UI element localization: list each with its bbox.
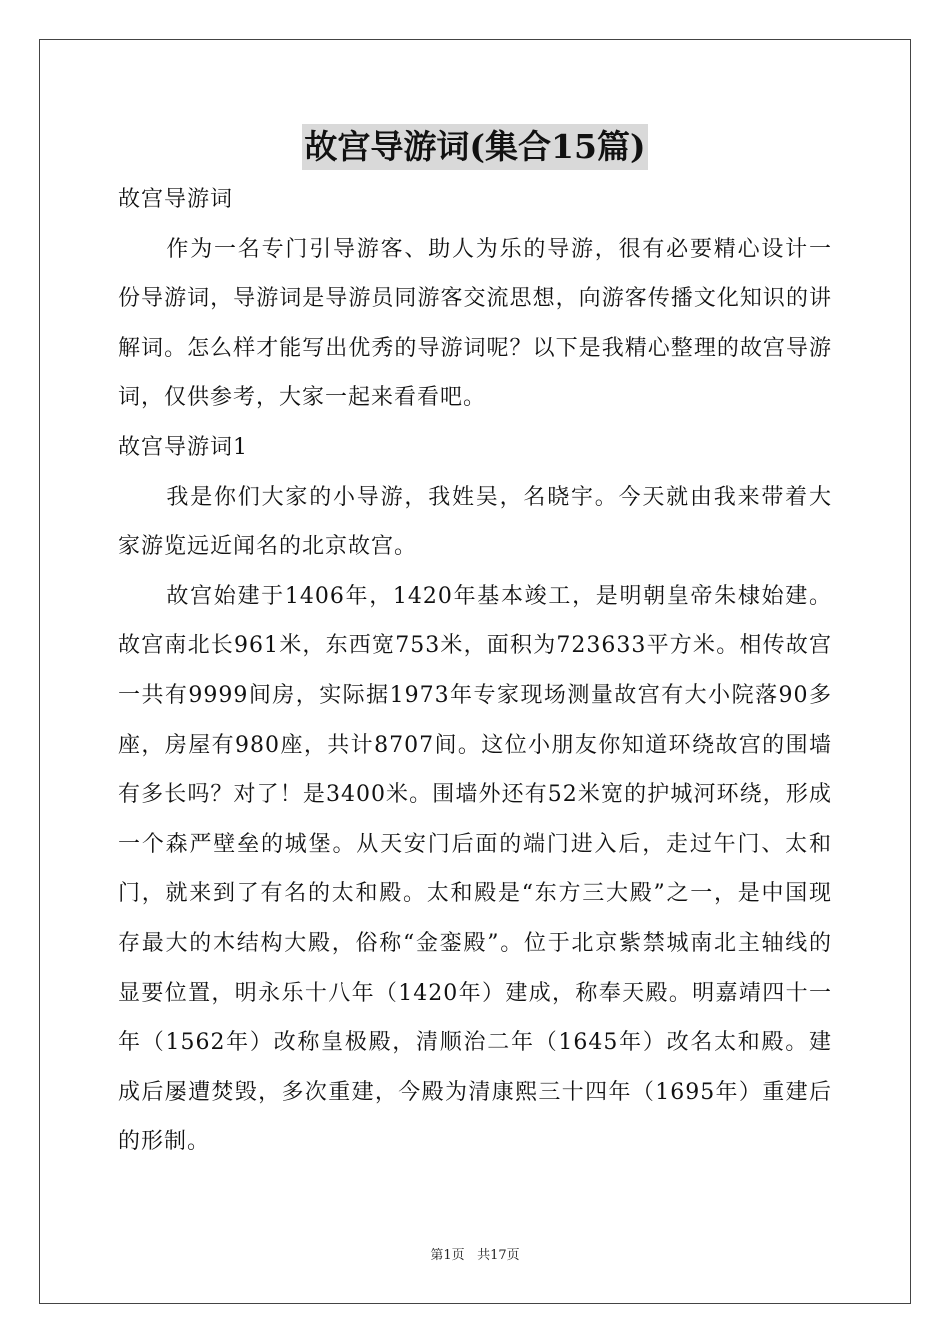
title-container bbox=[0, 124, 950, 170]
body-paragraph: 故宫始建于1406年，1420年基本竣工，是明朝皇帝朱棣始建。故宫南北长961米，东西宽753米，面积为723633平方米。相传故宫一共有9999间房，实际据1973年专家现场测量故宫有大小院落90多座，房屋有980座，共计8707间。这位小朋友你知道环绕故宫的围墙有多长吗？对了！是3400米。围墙外还有52米宽的护城河环绕，形成一个森严壁垒的城堡。从天安门后面的端门进入后，走过午门、太和门，就来到了有名的太和殿。太和殿是“东方三大殿”之一，是中国现存最大的木结构大殿，俗称“金銮殿”。位于北京紫禁城南北主轴线的显要位置，明永乐十八年（1420年）建成，称奉天殿。明嘉靖四十一年（1562年）改称皇极殿，清顺治二年（1645年）改名太和殿。建成后屡遭焚毁，多次重建，今殿为清康熙三十四年（1695年）重建后的形制。 bbox=[118, 583, 832, 1155]
document-body bbox=[118, 175, 832, 1167]
page-total: 共17页 bbox=[477, 1248, 520, 1263]
page-footer bbox=[0, 1246, 950, 1266]
section-heading: 故宫导游词1 bbox=[118, 434, 248, 460]
document-title: 故宫导游词(集合15篇) bbox=[302, 124, 647, 170]
body-paragraph: 作为一名专门引导游客、助人为乐的导游，很有必要精心设计一份导游词，导游词是导游员同游客交流思想，向游客传播文化知识的讲解词。怎么样才能写出优秀的导游词呢？以下是我精心整理的故宫导游词，仅供参考，大家一起来看看吧。 bbox=[118, 236, 832, 411]
body-paragraph: 我是你们大家的小导游，我姓吴，名晓宇。今天就由我来带着大家游览远近闻名的北京故宫。 bbox=[118, 484, 832, 560]
page-number: 第1页 bbox=[430, 1248, 465, 1263]
section-heading: 故宫导游词 bbox=[118, 187, 234, 212]
